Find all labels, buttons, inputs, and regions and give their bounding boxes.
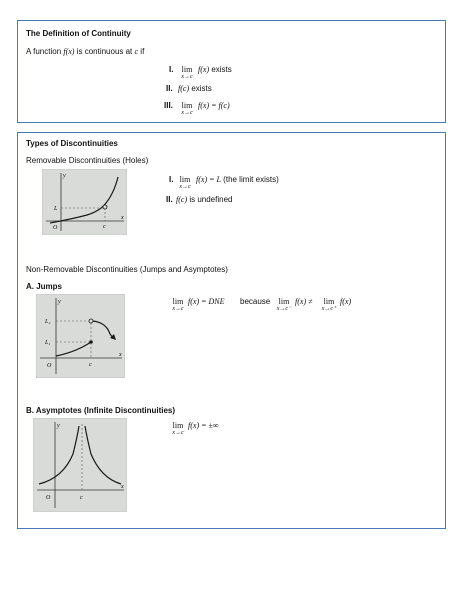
intro-text-d: if xyxy=(138,47,145,56)
lim-word: lim xyxy=(278,297,290,306)
jump-limit-a xyxy=(169,297,187,312)
jump-because: because xyxy=(240,297,271,306)
expr: f(c) xyxy=(176,195,188,204)
expr-text: (the limit exists) xyxy=(220,175,279,184)
lim-sub: x→c xyxy=(179,184,191,190)
lim-sub: x→c xyxy=(181,74,193,80)
lim-sub: x→c xyxy=(172,430,184,436)
jumps-heading: A. Jumps xyxy=(26,282,63,291)
lim-sub: x→c⁺ xyxy=(321,306,337,312)
intro-c: c xyxy=(134,47,139,56)
def-item-2-expr xyxy=(178,84,212,94)
expr: f(x) = L xyxy=(196,175,221,184)
graph-x-label: x xyxy=(119,352,122,358)
graph-origin-label: O xyxy=(47,363,52,369)
removable-item-1-numeral: I. xyxy=(169,175,174,184)
graph-y-label: y xyxy=(58,299,61,305)
lim-word: lim xyxy=(181,65,193,74)
lim-word: lim xyxy=(181,101,193,110)
graph-L-label: L xyxy=(54,206,58,212)
removable-item-2-expr xyxy=(176,195,232,205)
lim-word: lim xyxy=(172,421,184,430)
graph-L1-label: L₁ xyxy=(45,340,51,346)
jumps-graph xyxy=(36,294,125,378)
definition-title: The Definition of Continuity xyxy=(26,29,131,38)
expr-text: is undefined xyxy=(187,195,233,204)
lim-word: lim xyxy=(323,297,335,306)
lim-word: lim xyxy=(179,175,191,184)
removable-item-1-expr xyxy=(196,175,279,185)
intro-text-a: A function xyxy=(26,47,64,56)
non-removable-heading: Non-Removable Discontinuities (Jumps and Asymptotes) xyxy=(26,265,228,274)
graph-x-label: x xyxy=(121,215,124,221)
graph-origin-label: O xyxy=(46,495,51,501)
def-item-3-numeral: III. xyxy=(164,101,173,110)
intro-fx: f(x) xyxy=(63,47,75,56)
expr-text: exists xyxy=(189,84,212,93)
graph-c-label: c xyxy=(89,362,92,368)
expr-text: exists xyxy=(209,65,232,74)
lim-word: lim xyxy=(172,297,184,306)
graph-y-label: y xyxy=(63,173,66,179)
jump-expr-a: f(x) = DNE xyxy=(188,297,225,306)
jump-expr-c: f(x) xyxy=(340,297,352,306)
asymptote-limit xyxy=(169,421,187,436)
def-item-1-expr xyxy=(198,65,232,75)
intro-text-b: is continuous at xyxy=(74,47,135,56)
removable-graph xyxy=(42,169,127,235)
removable-item-2-numeral: II. xyxy=(166,195,173,204)
def-item-3-expr: f(x) = f(c) xyxy=(198,101,230,110)
lim-sub: x→c⁻ xyxy=(276,306,292,312)
expr: f(x) xyxy=(198,65,210,74)
graph-c-label: c xyxy=(80,495,83,501)
jump-limit-c xyxy=(320,297,338,312)
def-item-1-limit xyxy=(178,65,196,80)
graph-y-label: y xyxy=(57,423,60,429)
graph-origin-label: O xyxy=(53,225,58,231)
asymptotes-heading: B. Asymptotes (Infinite Discontinuities) xyxy=(26,406,176,415)
removable-item-1-limit xyxy=(176,175,194,190)
def-item-3-limit xyxy=(178,101,196,116)
def-item-1-numeral: I. xyxy=(169,65,174,74)
expr: f(c) xyxy=(178,84,190,93)
asymptote-expr: f(x) = ±∞ xyxy=(188,421,219,430)
jump-limit-b xyxy=(275,297,293,312)
lim-sub: x→c xyxy=(172,306,184,312)
graph-x-label: x xyxy=(121,484,124,490)
def-item-2-numeral: II. xyxy=(166,84,173,93)
lim-sub: x→c xyxy=(181,110,193,116)
graph-L2-label: L₂ xyxy=(45,319,51,325)
jump-expr-b: f(x) ≠ xyxy=(295,297,313,306)
definition-box xyxy=(17,20,446,123)
types-box xyxy=(17,132,446,529)
definition-intro xyxy=(26,47,144,57)
types-title: Types of Discontinuities xyxy=(26,139,118,148)
removable-heading: Removable Discontinuities (Holes) xyxy=(26,156,149,165)
graph-c-label: c xyxy=(103,224,106,230)
asymptotes-graph xyxy=(33,418,127,512)
